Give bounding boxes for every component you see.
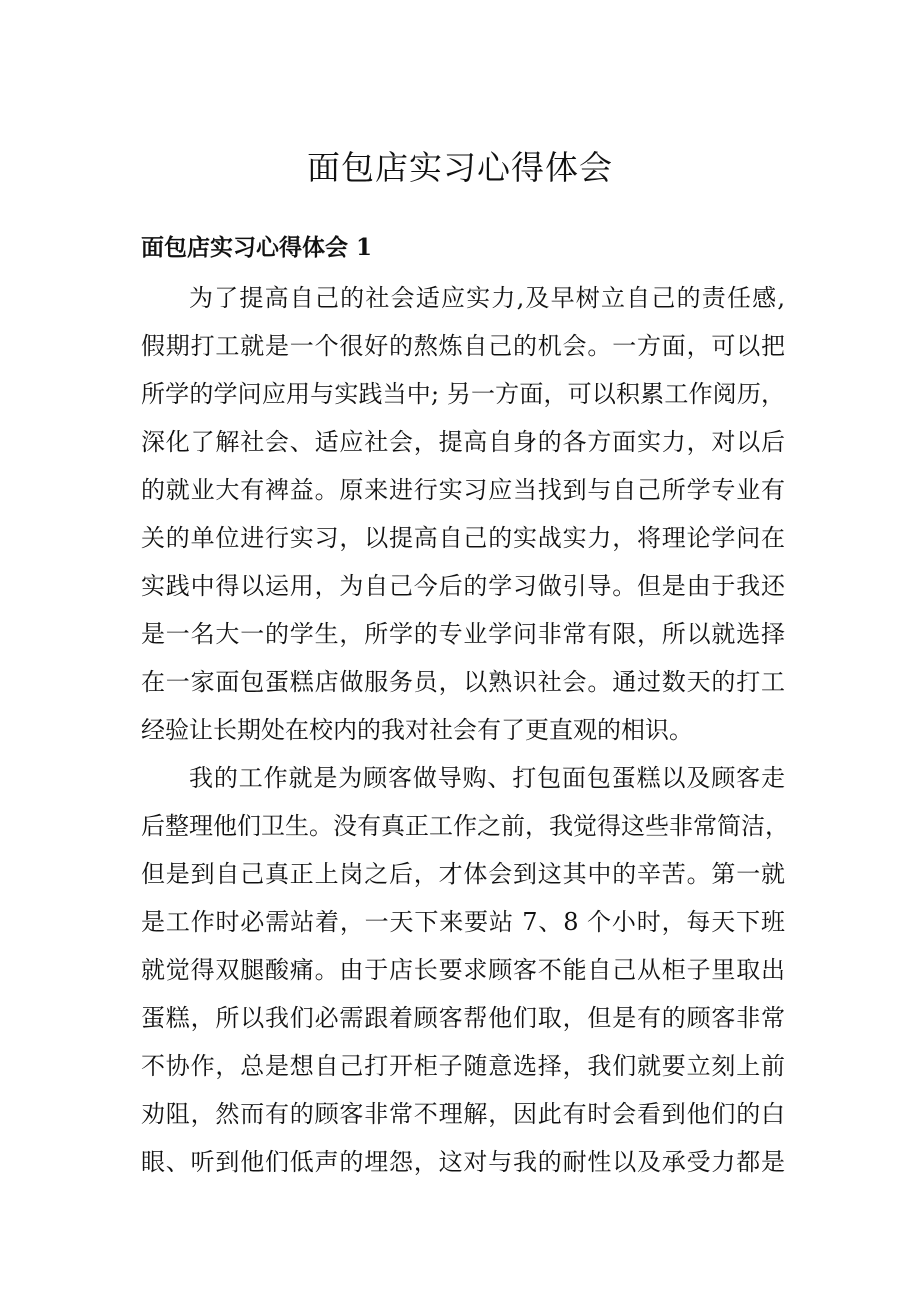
- paragraph-line: 眼、听到他们低声的埋怨，这对与我的耐性以及承受力都是: [141, 1148, 785, 1176]
- paragraph-line: 是一名大一的学生，所学的专业学问非常有限，所以就选择: [141, 620, 785, 648]
- paragraph-line: 关的单位进行实习，以提高自己的实战实力，将理论学问在: [141, 524, 785, 552]
- paragraph-line: 实践中得以运用，为自己今后的学习做引导。但是由于我还: [141, 572, 785, 600]
- paragraph-1: [141, 274, 785, 754]
- document-body: [141, 274, 789, 1186]
- paragraph-line: 的就业大有裨益。原来进行实习应当找到与自己所学专业有: [141, 476, 785, 504]
- paragraph-line: 在一家面包蛋糕店做服务员，以熟识社会。通过数天的打工: [141, 668, 785, 696]
- paragraph-line: 经验让长期处在校内的我对社会有了更直观的相识。: [141, 716, 693, 744]
- paragraph-line: 后整理他们卫生。没有真正工作之前，我觉得这些非常简洁，: [141, 812, 789, 840]
- paragraph-line: 为了提高自己的社会适应实力,及早树立自己的责任感,: [189, 284, 785, 312]
- paragraph-line: 但是到自己真正上岗之后，才体会到这其中的辛苦。第一就: [141, 860, 785, 888]
- paragraph-line: 不协作，总是想自己打开柜子随意选择，我们就要立刻上前: [141, 1052, 785, 1080]
- paragraph-line: 假期打工就是一个很好的熬炼自己的机会。一方面，可以把: [141, 332, 785, 360]
- paragraph-line: 蛋糕，所以我们必需跟着顾客帮他们取，但是有的顾客非常: [141, 1004, 785, 1032]
- section-heading: 面包店实习心得体会 1: [141, 234, 373, 261]
- document-title: 面包店实习心得体会: [307, 148, 613, 187]
- paragraph-line: 劝阻，然而有的顾客非常不理解，因此有时会看到他们的白: [141, 1100, 785, 1128]
- paragraph-2: [141, 754, 789, 1186]
- paragraph-line: 深化了解社会、适应社会，提高自身的各方面实力，对以后: [141, 428, 785, 456]
- paragraph-line: 所学的学问应用与实践当中; 另一方面，可以积累工作阅历，: [141, 380, 785, 408]
- paragraph-line: 我的工作就是为顾客做导购、打包面包蛋糕以及顾客走: [189, 764, 785, 792]
- paragraph-line: 就觉得双腿酸痛。由于店长要求顾客不能自己从柜子里取出: [141, 956, 785, 984]
- paragraph-line: 是工作时必需站着，一天下来要站 7、8 个小时，每天下班: [141, 908, 785, 936]
